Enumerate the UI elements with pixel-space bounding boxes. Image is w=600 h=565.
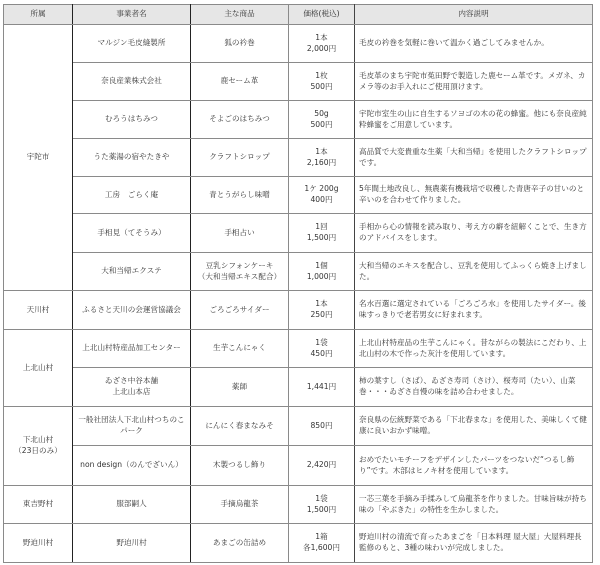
business-cell [73, 524, 191, 563]
header-business: 事業者名 [73, 5, 191, 25]
table-row [4, 25, 593, 63]
area-cell [4, 291, 73, 330]
groups.0.rows.5.price-line: 1,500円 [306, 233, 337, 242]
groups.0.rows.3.price-line: 2,160円 [306, 157, 337, 167]
groups.5.rows.0.business-line: 野迫川村 [116, 537, 147, 547]
business-cell [73, 446, 191, 486]
groups.0.rows.6.product-line: （大和当帰エキス配合） [197, 271, 282, 281]
description-text: 一芯三葉を手摘み手揉みして烏龍茶を作りました。甘味旨味が持ち味の「やぶきた」の特性を生かしました。 [359, 493, 587, 514]
description-cell [355, 407, 593, 446]
header-description: 内容説明 [355, 5, 593, 25]
groups.4.rows.0.business-line: 服部嗣人 [116, 499, 147, 509]
product-cell [191, 25, 289, 63]
header-price: 価格(税込) [289, 5, 355, 25]
groups.0.rows.5.business-line: 手相見（てそうみ） [97, 227, 166, 237]
groups.3.rows.0.product-line: にんにく春まなみそ [205, 420, 274, 430]
groups.0.rows.6.business-line: 大和当帰エクステ [101, 266, 162, 276]
groups.0.rows.2.business-line: むろうはちみつ [104, 114, 158, 124]
price-cell [289, 407, 355, 446]
business-cell [73, 177, 191, 214]
description-text: 大和当帰のエキスを配合し、豆乳を使用してふっくら焼き上げました。 [359, 260, 587, 281]
groups.0.rows.1.price-line: 1枚 [315, 70, 328, 80]
table-row [4, 486, 593, 524]
price-cell [289, 330, 355, 368]
groups.2.area_arr-line: 上北山村 [22, 362, 54, 372]
header-area: 所属 [4, 5, 73, 25]
price-cell [289, 63, 355, 101]
table-row [4, 63, 593, 101]
groups.5.rows.0.price-line: 1箱 [315, 532, 328, 542]
area-cell [4, 486, 73, 524]
groups.0.rows.2.price-line: 50g [314, 108, 329, 118]
product-cell [191, 407, 289, 446]
price-cell [289, 253, 355, 291]
groups.0.rows.1.product-line: 鹿セーム革 [220, 76, 259, 86]
table-row [4, 177, 593, 214]
groups.3.rows.1.product-line: 木製つるし飾り [212, 460, 267, 470]
groups.0.rows.6.product-line: 豆乳シフォンケーキ [205, 260, 274, 270]
groups.3.rows.1.business-line: non design（のんでざいん） [80, 460, 183, 470]
table-row [4, 446, 593, 486]
header-row [4, 5, 593, 25]
business-cell [73, 214, 191, 253]
groups.0.rows.0.business-line: マルジン毛皮縫製所 [97, 38, 166, 48]
groups.2.rows.1.business-line: ゐざさ中谷本舗 [104, 376, 159, 386]
groups.5.rows.0.price-line: 各1,600円 [303, 543, 340, 552]
product-cell [191, 101, 289, 139]
table-row [4, 291, 593, 330]
product-cell [191, 139, 289, 177]
groups.4.rows.0.price-line: 1,500円 [306, 504, 337, 514]
description-text: 柿の葉すし（さば）、ゐざさ寿司（さけ）、桜寿司（たい）、山菜巻・・・ゐざさ自慢の味を詰め合わせました。 [359, 376, 576, 396]
description-text: 毛皮の衿巻を気軽に巻いて温かく過ごしてみませんか。 [359, 38, 549, 48]
groups.3.area_lines-line: 下北山村 [22, 435, 54, 445]
business-cell [73, 139, 191, 177]
groups.0.area_arr-line: 宇陀市 [26, 152, 50, 162]
description-cell [355, 139, 593, 177]
price-cell [289, 368, 355, 407]
area-cell [4, 524, 73, 563]
groups.0.rows.0.price-line: 2,000円 [306, 43, 337, 53]
vendor-table [3, 4, 593, 563]
groups.0.rows.2.product-line: そよごのはちみつ [209, 114, 270, 124]
groups.3.rows.0.business-line: パーク [120, 426, 143, 435]
product-cell [191, 330, 289, 368]
price-cell [289, 486, 355, 524]
business-cell [73, 407, 191, 446]
table-row [4, 139, 593, 177]
area-cell [4, 330, 73, 407]
table-row [4, 524, 593, 563]
groups.1.area_arr-line: 天川村 [26, 304, 50, 314]
description-cell [355, 253, 593, 291]
product-cell [191, 214, 289, 253]
description-text: 名水百選に選定されている「ごろごろ水」を使用したサイダー。後味すっきりで老若男女に好まれます。 [359, 299, 586, 319]
product-cell [191, 524, 289, 563]
groups.4.rows.0.price-line: 1袋 [315, 493, 328, 503]
groups.2.rows.0.price-line: 450円 [310, 348, 333, 358]
business-cell [73, 253, 191, 291]
product-cell [191, 291, 289, 330]
price-cell [289, 101, 355, 139]
groups.0.rows.1.business-line: 奈良産業株式会社 [101, 76, 162, 86]
groups.0.rows.5.product-line: 手相占い [224, 227, 255, 237]
business-cell [73, 291, 191, 330]
header-product: 主な商品 [191, 5, 289, 25]
groups.0.rows.4.price-line: 1ケ 200g [304, 184, 339, 194]
business-cell [73, 101, 191, 139]
groups.0.rows.2.price-line: 500円 [310, 119, 333, 129]
price-cell [289, 139, 355, 177]
description-text: おめでたいモチーフをデザインしたパーツをつないだ“つるし飾り”です。木部はヒノキ材を使用しています。 [359, 454, 575, 475]
price-cell [289, 177, 355, 214]
groups.3.rows.1.price-line: 2,420円 [306, 460, 337, 470]
groups.0.rows.5.price-line: 1回 [315, 222, 328, 232]
description-text: 奈良県の伝統野菜である「下北春まな」を使用した、美味しくて健康に良いおかず味噌。 [359, 415, 587, 435]
price-cell [289, 446, 355, 486]
description-text: 宇陀市室生の山に自生するソヨゴの木の花の蜂蜜。他にも奈良産純粋蜂蜜をご用意しています。 [359, 108, 587, 129]
description-cell [355, 486, 593, 524]
price-cell [289, 524, 355, 563]
description-text: 上北山村特産品の生芋こんにゃく。昔ながらの製法にこだわり、上北山村の木で作った灰汁を使用しています。 [359, 337, 587, 358]
groups.0.rows.4.price-line: 400円 [310, 195, 333, 204]
table-row [4, 253, 593, 291]
groups.5.area_arr-line: 野迫川村 [22, 537, 54, 547]
area-cell [4, 25, 73, 291]
table-row [4, 330, 593, 368]
description-text: 高品質で大変貴重な生薬「大和当帰」を使用したクラフトシロップです。 [359, 146, 587, 167]
business-cell [73, 63, 191, 101]
description-cell [355, 524, 593, 563]
business-cell [73, 486, 191, 524]
business-cell [73, 330, 191, 368]
product-cell [191, 368, 289, 407]
groups.5.rows.0.product-line: あまごの缶詰め [212, 537, 267, 547]
description-text: 野迫川村の清流で育ったあまごを「日本料理 屋大屋」大屋料理長監修のもと、3種の味わいが完成しました。 [359, 532, 582, 552]
business-cell [73, 368, 191, 407]
groups.2.rows.0.business-line: 上北山村特産品加工センター [82, 343, 181, 353]
description-cell [355, 330, 593, 368]
groups.0.rows.4.product-line: 青とうがらし味噌 [209, 189, 270, 199]
table-row [4, 368, 593, 407]
price-cell [289, 291, 355, 330]
business-cell [73, 25, 191, 63]
groups.3.area_lines-line: （23日のみ） [14, 446, 62, 455]
description-cell [355, 25, 593, 63]
groups.0.rows.3.business-line: うた薬湯の宿やたきや [93, 152, 170, 162]
table-row [4, 101, 593, 139]
groups.1.rows.0.business-line: ふるさと天川の会運営協議会 [82, 304, 181, 314]
description-text: 5年間土地改良し、無農薬有機栽培で収穫した青唐辛子の甘いのと辛いのを合わせて作りました。 [359, 184, 585, 204]
table-row [4, 214, 593, 253]
groups.0.rows.4.business-line: 工房 ごらく庵 [104, 189, 159, 199]
description-cell [355, 446, 593, 486]
price-cell [289, 214, 355, 253]
groups.0.rows.6.price-line: 1,000円 [306, 271, 337, 281]
groups.0.rows.3.price-line: 1本 [315, 146, 328, 156]
groups.2.rows.0.product-line: 生芋こんにゃく [212, 343, 266, 353]
description-cell [355, 368, 593, 407]
table-body [4, 25, 593, 563]
product-cell [191, 177, 289, 214]
groups.2.rows.1.price-line: 1,441円 [306, 381, 337, 391]
description-cell [355, 214, 593, 253]
area-cell [4, 407, 73, 486]
groups.1.rows.0.price-line: 1本 [315, 299, 328, 309]
product-cell [191, 486, 289, 524]
description-cell [355, 63, 593, 101]
groups.4.area_arr-line: 東吉野村 [22, 499, 54, 509]
product-cell [191, 253, 289, 291]
price-cell [289, 25, 355, 63]
groups.3.rows.0.price-line: 850円 [310, 420, 333, 430]
groups.0.rows.6.price-line: 1個 [315, 260, 328, 270]
groups.1.rows.0.product-line: ごろごろサイダー [209, 304, 270, 314]
groups.4.rows.0.product-line: 手摘烏龍茶 [220, 499, 259, 509]
product-cell [191, 63, 289, 101]
description-cell [355, 101, 593, 139]
groups.1.rows.0.price-line: 250円 [310, 310, 333, 319]
description-cell [355, 291, 593, 330]
description-text: 手相から心の情報を読み取り、考え方の癖を紐解くことで、生き方のアドバイスをします。 [359, 222, 587, 242]
groups.0.rows.0.product-line: 狐の衿巻 [224, 38, 255, 48]
groups.2.rows.0.price-line: 1袋 [315, 337, 328, 347]
description-text: 毛皮革のまち宇陀市菟田野で製造した鹿セーム革です。メガネ、カメラ等のお手入れにご使用頂けます。 [359, 70, 586, 91]
description-cell [355, 177, 593, 214]
product-cell [191, 446, 289, 486]
groups.0.rows.0.price-line: 1本 [315, 32, 328, 42]
groups.0.rows.1.price-line: 500円 [310, 81, 333, 91]
groups.2.rows.1.business-line: 上北山本店 [112, 387, 151, 396]
table-row [4, 407, 593, 446]
groups.0.rows.3.product-line: クラフトシロップ [209, 152, 270, 162]
groups.2.rows.1.product-line: 薬師 [231, 381, 248, 391]
groups.3.rows.0.business-line: 一般社団法人下北山村つちのこ [78, 415, 185, 425]
